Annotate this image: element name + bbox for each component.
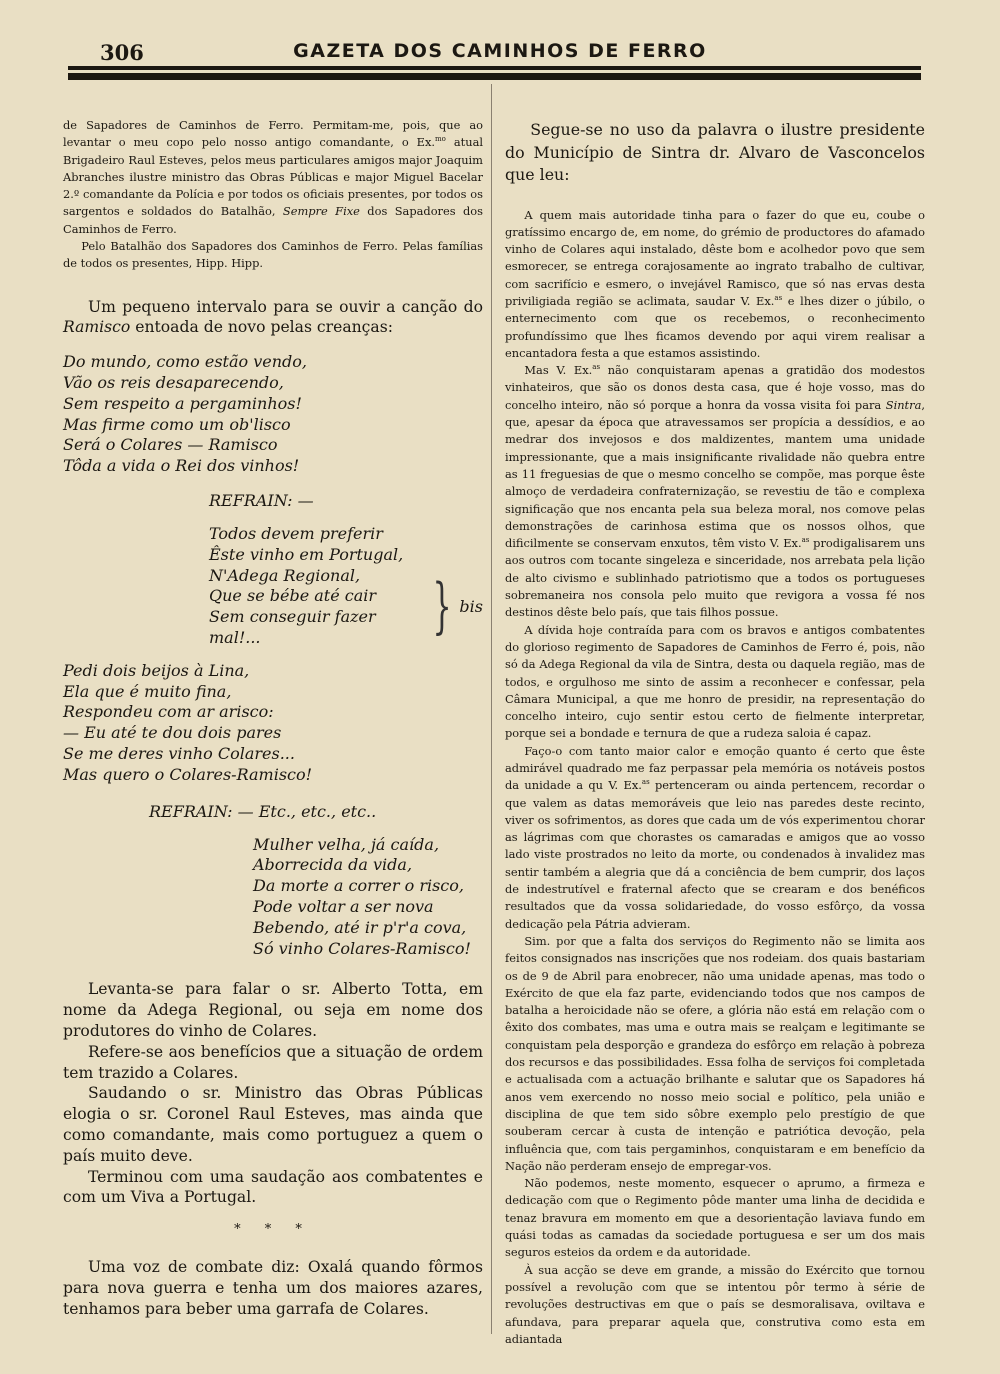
stanza-3: [253, 835, 483, 960]
closing-paragraph: Uma voz de combate diz: Oxalá quando fôrmos para nova guerra e tenha um dos maiores azares, tenhamos para beber uma garrafa de Colares.: [63, 1258, 483, 1318]
paragraph: Refere-se aos benefícios que a situação de ordem tem trazido a Colares.: [63, 1042, 483, 1082]
verse-line: N'Adega Regional,: [209, 565, 361, 585]
verse-line: Vão os reis desaparecendo,: [63, 373, 284, 393]
verse-line: Ela que é muito fina,: [63, 681, 232, 701]
toast-paragraph: de Sapadores de Caminhos de Ferro. Permitam-me, pois, que ao levantar o meu copo pelo nosso antigo comandante, o Ex.$^{mo}$ atual Brigadeiro Raul Esteves, pelos meus particulares amigos major Joaquim Abranches ilustre ministro das Obras Públicas e major Miguel Bacelar 2.º comandante da Polícia e por todos os oficiais presentes, por todos os sargentos e soldados do Batalhão, Sempre Fixe dos Sapadores dos Caminhos de Ferro.: [63, 118, 484, 236]
paragraph: Levanta-se para falar o sr. Alberto Totta, em nome da Adega Regional, ou seja em nome dos produtores do vinho de Colares.: [63, 980, 483, 1040]
refrain: [209, 524, 483, 649]
refrain-2-title: REFRAIN: — Etc., etc., etc..: [149, 801, 377, 821]
brace-icon: }: [432, 571, 452, 642]
verse-line: Mulher velha, já caída,: [253, 834, 440, 854]
speech-paragraph: Não podemos, neste momento, esquecer o aprumo, a firmeza e dedicação com que o Regimento pôde manter uma linha de decidida e tenaz bravura em momento em que a desorientação laviava fundo em quási todas as camadas da sociedade portuguesa e ser um dos mais seguros esteios da ordem e da autoridade.: [505, 1176, 925, 1260]
verse-line: Mas quero o Colares-Ramisco!: [63, 764, 313, 784]
verse-line: Sem conseguir fazer mal!...: [209, 607, 376, 648]
bis-mark: bis: [459, 596, 483, 616]
stanza-2: [63, 661, 483, 786]
song-intro: Um pequeno intervalo para se ouvir a canção do Ramisco entoada de novo pelas creanças:: [63, 297, 483, 337]
verse-line: Aborrecida da vida,: [253, 855, 413, 875]
toast-closing: Pelo Batalhão dos Sapadores dos Caminhos de Ferro. Pelas famílias de todos os presentes, Hipp. Hipp.: [63, 239, 483, 271]
narrative: [63, 979, 483, 1208]
verse-line: Pedi dois beijos à Lina,: [63, 660, 250, 680]
speech-paragraph: A quem mais autoridade tinha para o fazer do que eu, coube o gratíssimo encargo de, em nome, do grémio de productores do afamado vinho de Colares aqui instalado, dêste bom e acolhedor povo que sem esmorecer, se entrega corajosamente ao ingrato trabalho de cultivar, com sacrifício e esmero, o invejável Ramisco, que só nas ervas desta priviligiada região se aclimata, saudar V. Ex.$^{as}$ e lhes dizer o júbilo, o enternecimento com que os recebemos, o reconhecimento profundíssimo que lhes ficamos devendo por aqui virem realisar a encantadora festa a que estamos assistindo.: [505, 207, 926, 360]
verse-line: Pode voltar a ser nova: [253, 897, 434, 916]
verse-line: Do mundo, como estão vendo,: [63, 352, 307, 372]
paragraph: Terminou com uma saudação aos combatentes e com um Viva a Portugal.: [63, 1167, 483, 1207]
verse-line: Sem respeito a pergaminhos!: [63, 393, 302, 413]
running-title: GAZETA DOS CAMINHOS DE FERRO: [293, 40, 707, 62]
column-divider: [491, 84, 492, 1334]
verse-line: Tôda a vida o Rei dos vinhos!: [63, 456, 300, 476]
paragraph: Saudando o sr. Ministro das Obras Públicas elogia o sr. Coronel Raul Esteves, mas ainda que como comandante, mais como portuguez a quem o país muito deve.: [63, 1084, 483, 1165]
verse-line: Mas firme como um ob'lisco: [63, 414, 291, 434]
verse-line: Respondeu com ar arisco:: [63, 702, 274, 722]
stanza-1: [63, 352, 483, 477]
verse-line: — Eu até te dou dois pares: [63, 723, 282, 743]
speech-intro: Segue-se no uso da palavra o ilustre presidente do Município de Sintra dr. Alvaro de Vasconcelos que leu:: [505, 120, 925, 184]
header-rule-thin: [68, 66, 921, 70]
verse-line: Bebendo, até ir p'r'a cova,: [253, 917, 467, 937]
speech-paragraph: À sua acção se deve em grande, a missão do Exército que tornou possível a revolução com que se intentou pôr termo à série de revoluções destructivas em que o país se desmoralisava, oviltava e afundava, para preparar aquela que, construtiva como esta em adiantada: [505, 1262, 925, 1346]
speech-paragraph: Sim. por que a falta dos serviços do Regimento não se limita aos feitos consignados nas inscrições que nos rodeiam. dos quais bastariam os de 9 de Abril para enobrecer, não uma unidade apenas, mas todo o Exército de que ela faz parte, evidenciando todos que nos campos de batalha a heroicidade não se ofere, a glória não está em relação com o êxito dos combates, mas uma e outra mais se realçam e legitimante se conquistam pela desporção e grandeza do esfôrço em relação à pobreza dos recursos e das possibilidades. Essa folha de serviços foi completada e actualisada com a actuação brilhante e salutar que os Sapadores há anos vem exercendo no nosso meio social e político, pela união e disciplina de que tem sido sôbre exemplo pelo prestígio de que souberam cercar à custa de intenção e patriótica devoção, pela influência que, com tais pergaminhos, conquistaram e em benefício da Nação não perderam ensejo de empregar-vos.: [505, 933, 925, 1173]
page-number: 306: [100, 40, 144, 65]
section-separator: * * *: [234, 1222, 312, 1238]
verse-line: Só vinho Colares-Ramisco!: [253, 938, 471, 958]
speech-paragraph: Mas V. Ex.$^{as}$ não conquistaram apenas a gratidão dos modestos vinhateiros, que são os donos desta casa, que é hoje vosso, mas do concelho inteiro, não só porque a honra da vossa visita foi para Sintra, que, apesar da época que atravessamos ser propícia a dessídios, e ao medrar dos invejosos e dos maldizentes, mantem uma unidade impressionante, que a mais insignificante rivalidade não quebra entre as 11 freguesias de que o mesmo concelho se compõe, mas porque êste almoço de verdadeira confraternização, se revestiu de tão e complexa significação que nos encanta pela sua beleza moral, nos comove pelas demonstrações de carinhosa estima que os nossos olhos, que dificilmente se conservam enxutos, têm visto V. Ex.$^{as}$ prodigalisarem uns aos outros com tocante singeleza e sinceridade, nos arrebata pela lição de alto civismo e sublinhado patriotismo que a todos os portugueses sobremaneira nos consola pelo muito que revigora a vossa fé nos destinos dêste belo país, que tais filhos possue.: [505, 363, 926, 620]
refrain-lines: [209, 524, 419, 649]
speech-paragraph: Faço-o com tanto maior calor e emoção quanto é certo que êste admirável quadrado me faz perpassar pela memória os notáveis postos da unidade a qu V. Ex.$^{as}$ pertenceram ou ainda pertencem, recordar o que valem as datas memoráveis que leio nas paredes deste recinto, viver os sofrimentos, as dores que cada um de vós experimentou chorar as lágrimas com que chorastes os camaradas e amigos que ao vosso lado viste prostrados no leito da morte, ou condenados à invalidez mas sentir também a alegria que dá a conciência de bem cumprir, dos laços de indestrutível e fraternal afecto que se crearam e dos benéficos resultados que da vossa solidariedade, do vosso esfôrço, da vossa dedicação pela Pátria advieram.: [505, 743, 925, 931]
verse-line: Todos devem preferir: [209, 524, 383, 544]
header-rule-thick: [68, 73, 921, 80]
refrain-title: REFRAIN: —: [209, 491, 314, 511]
speech-paragraph: A dívida hoje contraída para com os bravos e antigos combatentes do glorioso regimento de Sapadores de Caminhos de Ferro é, pois, não só da Adega Regional da vila de Sintra, desta ou daquela região, mas de todos, e orgulhoso me sinto de assim a reconhecer e confessar, pela Câmara Municipal, a que me honro de presidir, na representação do concelho inteiro, cujo sentir estou certo de fielmente interpretar, porque sei a bondade e ternura de que a rudeza saloia é capaz.: [505, 622, 925, 741]
verse-line: Que se bébe até cair: [209, 586, 377, 606]
left-column: [63, 117, 483, 1320]
verse-line: Será o Colares — Ramisco: [63, 435, 278, 455]
right-column: [505, 119, 925, 1348]
verse-line: Da morte a correr o risco,: [253, 876, 464, 896]
verse-line: Se me deres vinho Colares...: [63, 744, 295, 764]
verse-line: Êste vinho em Portugal,: [209, 544, 404, 564]
